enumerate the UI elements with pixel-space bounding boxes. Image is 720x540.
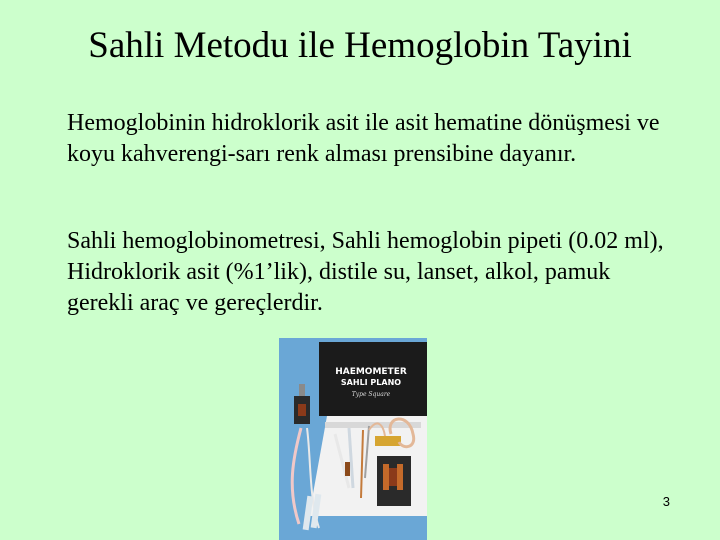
slide-title: Sahli Metodu ile Hemoglobin Tayini — [88, 25, 632, 66]
principle-paragraph: Hemoglobinin hidroklorik asit ile asit hematine dönüşmesi ve koyu kahverengi-sarı renk alması prensibine dayanır. — [67, 110, 660, 167]
equipment-paragraph: Sahli hemoglobinometresi, Sahli hemoglobin pipeti (0.02 ml), Hidroklorik asit (%1’lik), distile su, lanset, alkol, pamuk gerekli araç ve gereçlerdir. — [67, 228, 664, 316]
haemometer-kit-illustration — [279, 338, 427, 540]
haemometer-photo — [279, 338, 427, 540]
box-label-2: SAHLI PLANO — [340, 378, 402, 387]
box-label-1: HAEMOMETER — [335, 367, 407, 377]
page-number: 3 — [662, 494, 670, 509]
box-label-3: Type Square — [351, 391, 391, 398]
